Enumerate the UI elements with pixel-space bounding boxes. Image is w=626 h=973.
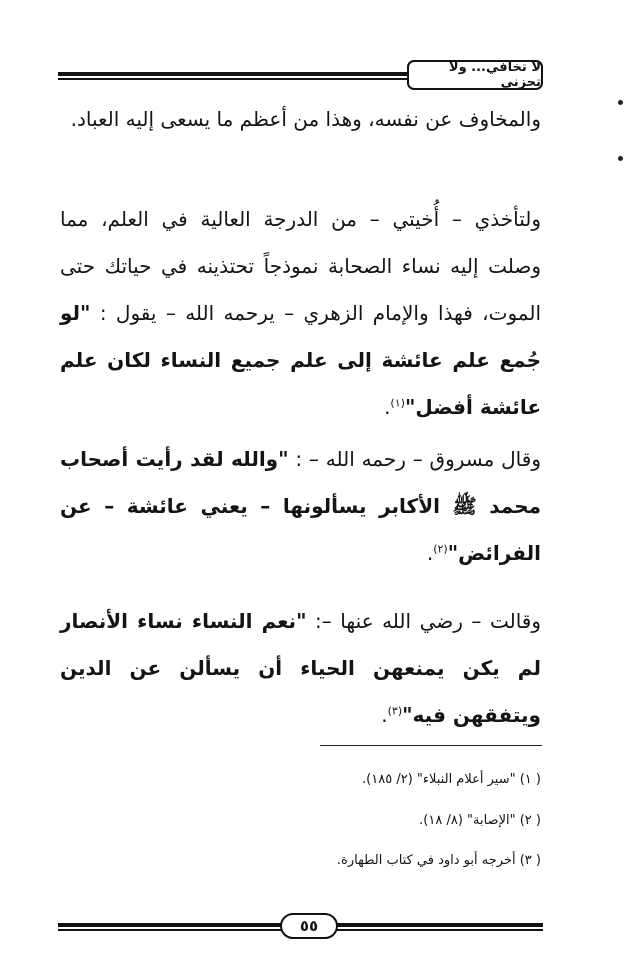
footnote-3: ( ٣) أخرجه أبو داود في كتاب الطهارة. <box>336 853 541 868</box>
footnote-ref: (٢) <box>433 542 448 556</box>
quote-text: "نعم النساء نساء الأنصار لم يكن يمنعهن الحياء أن يسألن عن الدين ويتفقهن فيه" <box>60 609 541 727</box>
footnote-ref: (٣) <box>387 704 403 718</box>
paragraph-text: والمخاوف عن نفسه، وهذا من أعظم ما يسعى إليه العباد. <box>70 107 541 131</box>
footnote-ref: (١) <box>390 396 405 410</box>
page-header <box>58 58 543 92</box>
running-title: لا تخافي... ولا تحزني <box>407 60 543 90</box>
paragraph-text: وقال مسروق – رحمه الله – : <box>288 447 541 471</box>
footer-rule-left-thin <box>58 929 284 931</box>
page-footer <box>58 913 543 947</box>
paragraph-text: وقالت – رضي الله عنها –: <box>306 609 542 633</box>
period: . <box>426 541 434 565</box>
period: . <box>381 703 388 727</box>
paragraph-1 <box>60 96 541 143</box>
paragraph-3 <box>60 436 541 577</box>
margin-mark <box>618 100 623 105</box>
period: . <box>384 395 391 419</box>
quote-text: "لو جُمع علم عائشة إلى علم جميع النساء لكان علم عائشة أفضل" <box>60 301 541 419</box>
margin-mark <box>618 156 623 161</box>
footnote-1: ( ١) "سير أعلام النبلاء" (٢/ ١٨٥). <box>362 772 541 787</box>
paragraph-2 <box>60 196 541 431</box>
page-number: ٥٥ <box>280 913 338 939</box>
header-rule <box>58 72 433 80</box>
footnote-separator <box>320 745 542 746</box>
quote-text: "والله لقد رأيت أصحاب محمد ﷺ الأكابر يسألونها – يعني عائشة – عن الفرائض" <box>60 447 541 565</box>
footnote-2: ( ٢) "الإصابة" (٨/ ١٨). <box>419 813 541 828</box>
paragraph-4 <box>60 598 541 739</box>
paragraph-text: ولتأخذي – أُخيتي – من الدرجة العالية في العلم، مما وصلت إليه نساء الصحابة نموذجاً تحتذينه في حياتك حتى الموت، فهذا والإمام الزهري – يرحمه الله – يقول : <box>60 207 541 325</box>
footer-rule-right-thin <box>336 929 543 931</box>
footer-rule-left <box>58 923 284 927</box>
footer-rule-right <box>336 923 543 927</box>
